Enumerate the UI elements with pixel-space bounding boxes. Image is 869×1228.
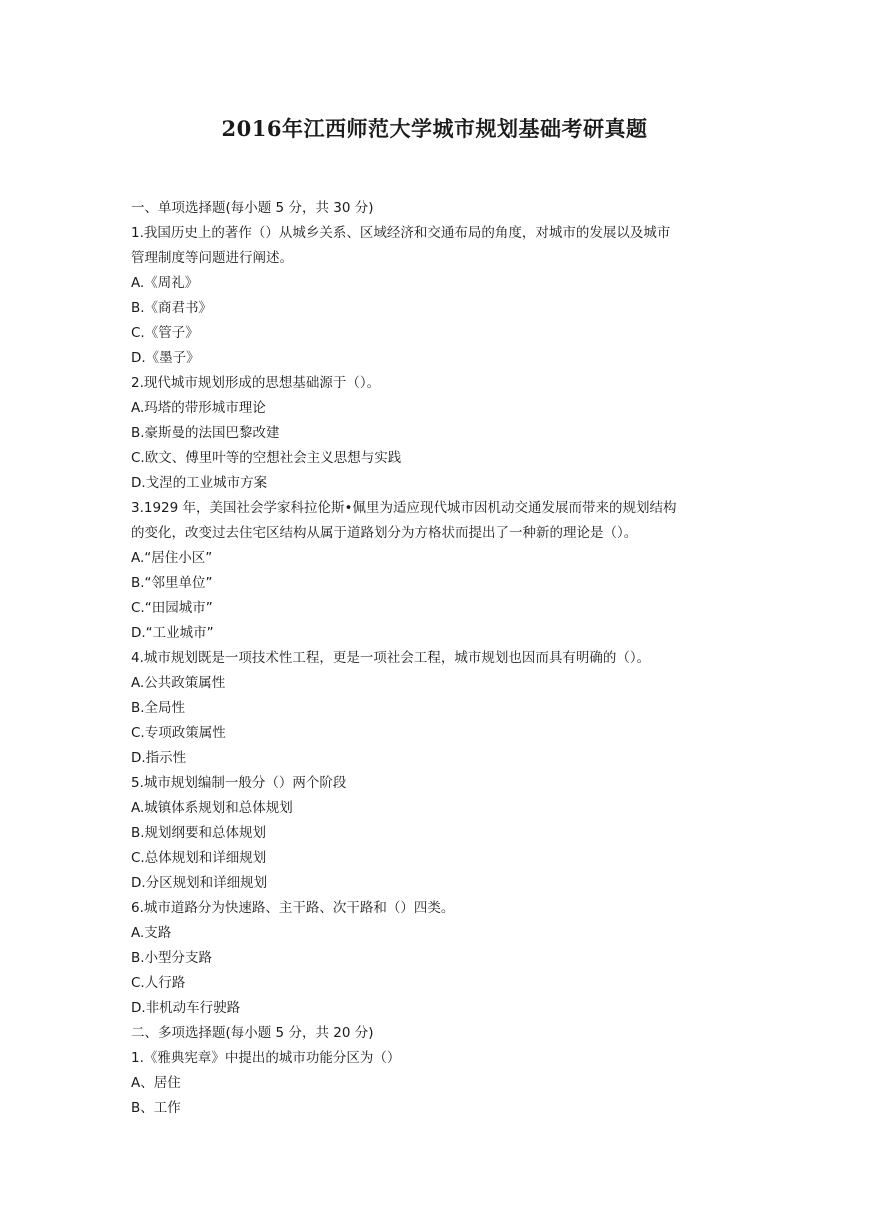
question-2-text: 2.现代城市规划形成的思想基础源于（）。 bbox=[131, 375, 381, 391]
document-body bbox=[131, 196, 751, 1121]
question-5-option-c: C.总体规划和详细规划 bbox=[131, 850, 267, 866]
question-4-option-a: A.公共政策属性 bbox=[131, 675, 226, 691]
question-3-text: 3.1929 年，美国社会学家科拉伦斯•佩里为适应现代城市因机动交通发展而带来的规划结构 bbox=[131, 500, 677, 516]
question-3-option-c: C.“田园城市” bbox=[131, 600, 213, 616]
question-5-option-b: B.规划纲要和总体规划 bbox=[131, 825, 267, 841]
question-3-option-a: A.“居住小区” bbox=[131, 550, 213, 566]
question-2-option-b: B.豪斯曼的法国巴黎改建 bbox=[131, 425, 280, 441]
question-4-option-b: B.全局性 bbox=[131, 700, 186, 716]
question-1-text-cont: 管理制度等问题进行阐述。 bbox=[131, 250, 293, 266]
question-2-option-c: C.欧文、傅里叶等的空想社会主义思想与实践 bbox=[131, 450, 402, 466]
question-5-text: 5.城市规划编制一般分（）两个阶段 bbox=[131, 775, 347, 791]
question-1-option-c: C.《管子》 bbox=[131, 325, 199, 341]
question-6-option-d: D.非机动车行驶路 bbox=[131, 1000, 241, 1016]
section-heading-single-choice: 一、单项选择题(每小题 5 分，共 30 分) bbox=[131, 200, 374, 216]
mc-question-1-option-a: A、居住 bbox=[131, 1075, 181, 1091]
question-1-option-d: D.《墨子》 bbox=[131, 350, 200, 366]
question-5-option-d: D.分区规划和详细规划 bbox=[131, 875, 268, 891]
question-3-option-b: B.“邻里单位” bbox=[131, 575, 213, 591]
question-6-option-b: B.小型分支路 bbox=[131, 950, 213, 966]
section-heading-multiple-choice: 二、多项选择题(每小题 5 分，共 20 分) bbox=[131, 1025, 374, 1041]
question-6-text: 6.城市道路分为快速路、主干路、次干路和（）四类。 bbox=[131, 900, 455, 916]
question-1-option-a: A.《周礼》 bbox=[131, 275, 199, 291]
question-6-option-a: A.支路 bbox=[131, 925, 172, 941]
question-4-option-c: C.专项政策属性 bbox=[131, 725, 226, 741]
question-5-option-a: A.城镇体系规划和总体规划 bbox=[131, 800, 293, 816]
question-4-option-d: D.指示性 bbox=[131, 750, 187, 766]
question-2-option-d: D.戈涅的工业城市方案 bbox=[131, 475, 268, 491]
question-3-text-cont: 的变化，改变过去住宅区结构从属于道路划分为方格状而提出了一种新的理论是（）。 bbox=[131, 525, 638, 541]
mc-question-1-option-b: B、工作 bbox=[131, 1100, 181, 1116]
document-title: 2016年江西师范大学城市规划基础考研真题 bbox=[221, 116, 648, 141]
question-6-option-c: C.人行路 bbox=[131, 975, 186, 991]
question-3-option-d: D.“工业城市” bbox=[131, 625, 214, 641]
question-4-text: 4.城市规划既是一项技术性工程，更是一项社会工程，城市规划也因而具有明确的（）。 bbox=[131, 650, 651, 666]
question-1-option-b: B.《商君书》 bbox=[131, 300, 213, 316]
mc-question-1-text: 1.《雅典宪章》中提出的城市功能分区为（） bbox=[131, 1050, 401, 1066]
question-2-option-a: A.玛塔的带形城市理论 bbox=[131, 400, 266, 416]
question-1-text: 1.我国历史上的著作（）从城乡关系、区域经济和交通布局的角度，对城市的发展以及城市 bbox=[131, 225, 671, 241]
